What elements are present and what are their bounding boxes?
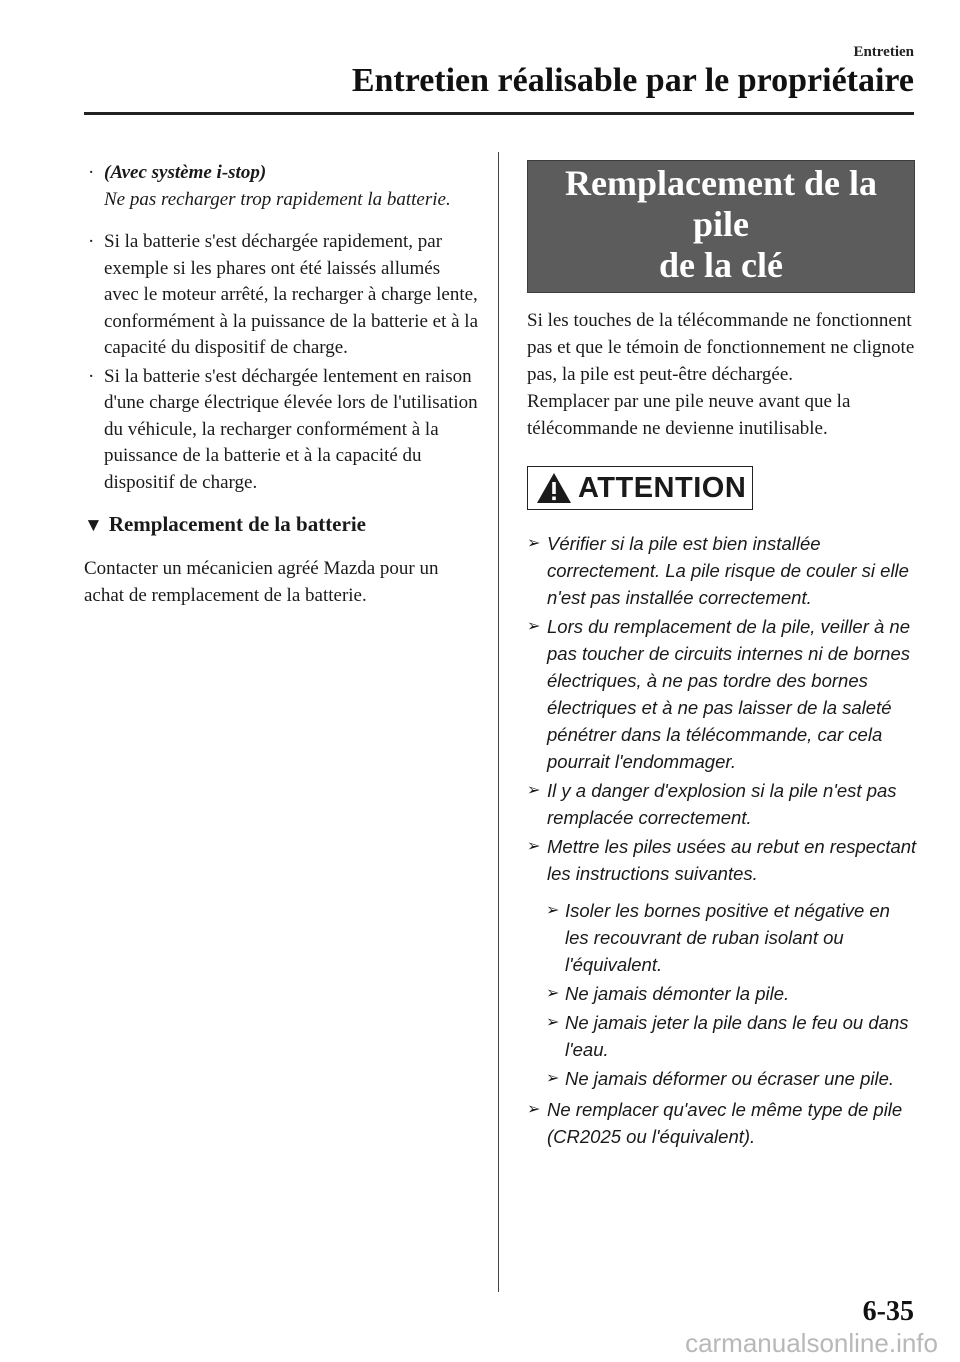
warning-icon bbox=[536, 472, 572, 504]
warning-text: Il y a danger d'explosion si la pile n'est pas remplacée correctement. bbox=[547, 780, 897, 828]
bullet-item bbox=[84, 160, 479, 213]
warning-item bbox=[527, 613, 917, 775]
warning-text: Lors du remplacement de la pile, veiller à ne pas toucher de circuits internes ni de bornes électriques, à ne pas tordre des bornes électriques et à ne pas laisser de la saleté pénétrer dans la télécommande, car cela pourrait l'endommager. bbox=[547, 616, 911, 772]
warning-item bbox=[527, 1096, 917, 1150]
sub-warning-text: Isoler les bornes positive et négative en les recouvrant de ruban isolant ou l'équivalent. bbox=[565, 900, 890, 975]
paragraph: Contacter un mécanicien agréé Mazda pour un achat de remplacement de la batterie. bbox=[84, 558, 439, 606]
sub-warning-text: Ne jamais jeter la pile dans le feu ou dans l'eau. bbox=[565, 1012, 909, 1060]
page-title: Entretien réalisable par le propriétaire bbox=[351, 62, 914, 99]
attention-box bbox=[527, 466, 753, 510]
warning-text: Mettre les piles usées au rebut en respectant les instructions suivantes. bbox=[547, 836, 917, 884]
column-divider bbox=[498, 152, 499, 1292]
arrow-icon: ➢ bbox=[527, 1101, 541, 1118]
header-rule bbox=[84, 112, 914, 115]
watermark: carmanualsonline.info bbox=[685, 1328, 938, 1358]
arrow-icon: ➢ bbox=[527, 782, 541, 799]
arrow-icon: ➢ bbox=[546, 1014, 560, 1031]
right-column bbox=[527, 160, 917, 1152]
bullet-text: Si la batterie s'est déchargée lentement en raison d'une charge électrique élevée lors de l'utilisation du véhicule, la recharger conformément à la puissance de la batterie et à la capacité du dispositif de charge. bbox=[104, 365, 478, 493]
arrow-icon: ➢ bbox=[546, 902, 560, 919]
warning-item bbox=[527, 833, 917, 887]
paragraph bbox=[527, 307, 917, 442]
arrow-icon: ➢ bbox=[546, 1070, 560, 1087]
left-column bbox=[84, 160, 479, 609]
arrow-icon: ➢ bbox=[546, 985, 560, 1002]
subheading-text: Remplacement de la batterie bbox=[108, 512, 366, 536]
warning-text: Vérifier si la pile est bien installée correctement. La pile risque de couler si elle n'est pas installée correctement. bbox=[547, 533, 909, 608]
attention-label: ATTENTION bbox=[578, 471, 747, 504]
section-banner bbox=[527, 160, 915, 293]
bullet-text: Ne pas recharger trop rapidement la batterie. bbox=[104, 188, 451, 210]
banner-line: Remplacement de la pile bbox=[565, 163, 877, 244]
paragraph-text: Remplacer par une pile neuve avant que la télécommande ne devienne inutilisable. bbox=[527, 391, 851, 439]
subheading bbox=[84, 510, 479, 540]
sub-warning-item bbox=[527, 897, 917, 978]
arrow-icon: ➢ bbox=[527, 838, 541, 855]
arrow-icon: ➢ bbox=[527, 618, 541, 635]
warning-item bbox=[527, 530, 917, 611]
warning-text: Ne remplacer qu'avec le même type de pile (CR2025 ou l'équivalent). bbox=[547, 1099, 903, 1147]
bullet-lead: (Avec système i-stop) bbox=[104, 162, 267, 183]
bullet-item bbox=[84, 364, 479, 497]
warning-list bbox=[527, 530, 917, 1150]
sub-warning-text: Ne jamais démonter la pile. bbox=[565, 983, 790, 1004]
paragraph-text: Si les touches de la télécommande ne fonctionnent pas et que le témoin de fonctionnement ne clignote pas, la pile est peut-être déchargée. bbox=[527, 310, 915, 385]
section-label: Entretien bbox=[853, 44, 914, 60]
sub-warning-item bbox=[527, 1009, 917, 1063]
banner-line: de la clé bbox=[659, 245, 783, 285]
sub-warning-text: Ne jamais déformer ou écraser une pile. bbox=[565, 1068, 895, 1089]
sub-warning-item bbox=[527, 1065, 917, 1092]
bullet-dot: · bbox=[88, 231, 95, 252]
sub-warning-item bbox=[527, 980, 917, 1007]
sub-warning-list bbox=[527, 897, 917, 1092]
triangle-icon: ▼ bbox=[84, 515, 103, 536]
arrow-icon: ➢ bbox=[527, 535, 541, 552]
page-number: 6-35 bbox=[862, 1296, 914, 1327]
bullet-text: Si la batterie s'est déchargée rapidement, par exemple si les phares ont été laissés allumés avec le moteur arrêté, la recharger à charge lente, conformément à la puissance de la batterie et à la capacité du dispositif de charge. bbox=[104, 231, 479, 358]
warning-item bbox=[527, 777, 917, 831]
bullet-item bbox=[84, 229, 479, 362]
bullet-dot: · bbox=[88, 365, 95, 387]
bullet-dot: · bbox=[88, 162, 95, 183]
